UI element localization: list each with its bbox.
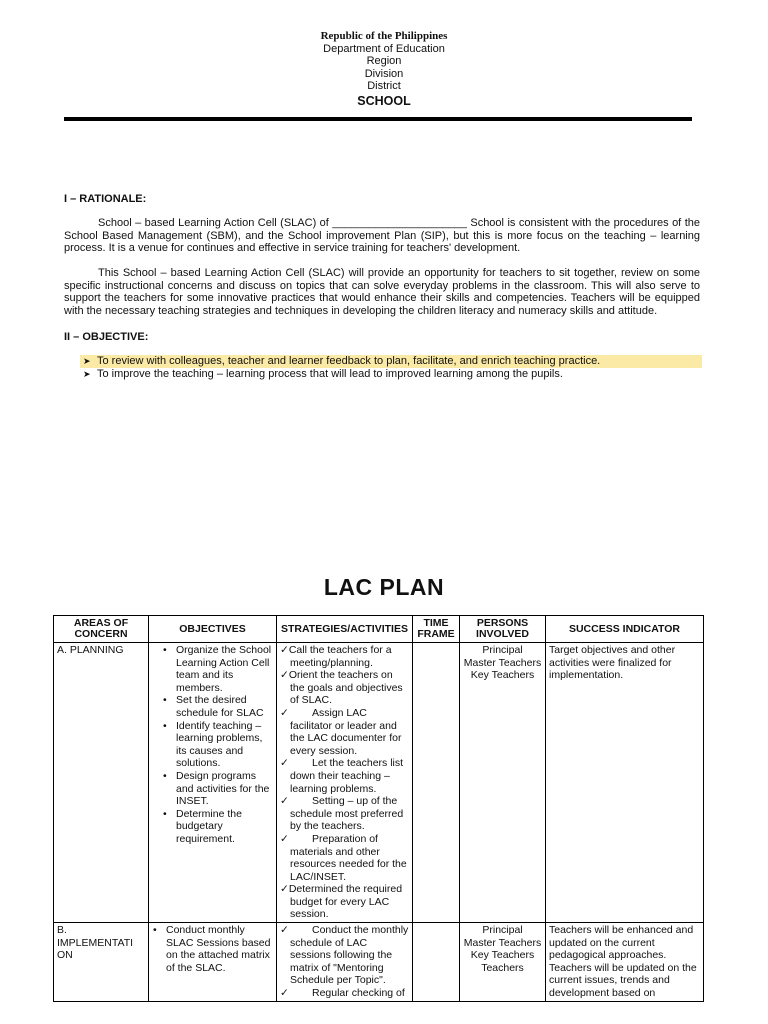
objectives-cell — [149, 923, 277, 1002]
list-item: • Determine the budgetary requirement. — [176, 808, 273, 846]
rationale-p2-text: This School – based Learning Action Cell (SLAC) will provide an opportunity for teachers to sit together, review on some specific instructional concerns and discuss on topics that can solve everyday problems in the classroom. This will also serve to support the teachers for some innovative practices that would enhance their skills and competencies. Teachers will be equipped with the necessary teaching strategies and techniques in developing the children literacy and numeracy skills and attitude. — [64, 267, 700, 317]
person-entry: Master Teachers — [463, 936, 542, 949]
person-entry: Teachers — [481, 961, 524, 974]
table-row — [54, 643, 704, 923]
list-item: ✓Call the teachers for a meeting/planning. — [280, 644, 392, 669]
list-item: ✓Determined the required budget for every LAC session. — [280, 883, 403, 921]
objective-item-1 — [80, 355, 702, 368]
strategies-cell — [277, 643, 413, 923]
check-icon: ✓ — [280, 883, 289, 896]
check-icon: ✓ — [280, 987, 289, 1000]
objective-item-text: To improve the teaching – learning process that will lead to improved learning among the pupils. — [97, 368, 563, 380]
list-item: ✓ Let the teachers list down their teaching – learning problems. — [280, 757, 404, 795]
letterhead — [0, 30, 768, 107]
list-item: • Identify teaching – learning problems, its causes and solutions. — [176, 720, 273, 770]
objective-heading: II – OBJECTIVE: — [64, 331, 149, 343]
rationale-paragraph-1 — [64, 217, 700, 255]
check-icon: ✓ — [280, 832, 289, 845]
table-row — [54, 923, 704, 1002]
school-line: SCHOOL — [357, 93, 411, 108]
list-item: ✓ Assign LAC facilitator or leader and the LAC documenter for every session. — [280, 706, 402, 757]
persons-cell — [460, 643, 546, 923]
person-entry: Key Teachers — [470, 949, 535, 962]
check-icon: ✓ — [280, 669, 289, 682]
objective-item-2 — [80, 368, 702, 381]
list-item: ✓ Regular checking of — [280, 987, 405, 1000]
header-time-frame: TIME FRAME — [413, 616, 460, 643]
list-item: ✓ Setting – up of the schedule most preferred by the teachers. — [280, 795, 404, 833]
check-icon: ✓ — [280, 924, 289, 937]
rationale-heading: I – RATIONALE: — [64, 193, 147, 205]
check-icon: ✓ — [280, 795, 289, 808]
person-entry: Principal — [482, 644, 523, 656]
time-frame-cell — [413, 643, 460, 923]
header-areas: AREAS OF CONCERN — [54, 616, 149, 643]
check-icon: ✓ — [280, 706, 289, 719]
list-item: • Set the desired schedule for SLAC — [176, 694, 273, 719]
lac-plan-title: LAC PLAN — [323, 574, 445, 600]
check-icon: ✓ — [280, 757, 289, 770]
department-line: Department of Education — [323, 42, 445, 55]
header-strategies: STRATEGIES/ACTIVITIES — [277, 616, 413, 643]
region-line: Region — [366, 55, 402, 67]
list-item: ✓Orient the teachers on the goals and objectives of SLAC. — [280, 669, 403, 707]
success-cell: Target objectives and other activities were finalized for implementation. — [546, 643, 704, 923]
header-rule — [64, 117, 692, 121]
lac-plan-table — [53, 615, 704, 1002]
person-entry: Master Teachers — [463, 656, 542, 669]
list-item: • Design programs and activities for the INSET. — [176, 770, 273, 808]
header-persons: PERSONS INVOLVED — [460, 616, 546, 643]
arrow-bullet-icon: ➤ — [83, 369, 91, 379]
list-item: ✓ Conduct the monthly schedule of LAC sessions following the matrix of "Mentoring Schedule per Topic". — [280, 924, 409, 987]
rationale-paragraph-2 — [64, 267, 700, 317]
list-item: • Organize the School Learning Action Cell team and its members. — [176, 644, 273, 694]
rationale-p1-text: School – based Learning Action Cell (SLAC) of ______________________ School is consistent with the procedures of the School Based Management (SBM), and the School improvement Plan (SIP), but this is more focus on the teaching – learning process. It is a venue for continues and effective in service training for teachers' development. — [64, 217, 700, 255]
republic-line: Republic of the Philippines — [320, 30, 448, 42]
list-item: ✓ Preparation of materials and other resources needed for the LAC/INSET. — [280, 832, 407, 883]
header-success: SUCCESS INDICATOR — [546, 616, 704, 643]
person-entry: Principal — [482, 924, 523, 937]
list-item: • Conduct monthly SLAC Sessions based on the attached matrix of the SLAC. — [166, 924, 273, 974]
area-cell: B. IMPLEMENTATI ON — [54, 923, 149, 1002]
check-icon: ✓ — [280, 644, 289, 656]
persons-cell — [460, 923, 546, 1002]
arrow-bullet-icon: ➤ — [83, 356, 91, 366]
header-objectives: OBJECTIVES — [149, 616, 277, 643]
objectives-cell — [149, 643, 277, 923]
division-line: Division — [364, 67, 404, 80]
success-cell: Teachers will be enhanced and updated on the current pedagogical approaches. Teachers will be updated on the current issues, trends and development based on — [546, 923, 704, 1002]
person-entry: Key Teachers — [470, 669, 535, 682]
table-header-row — [54, 616, 704, 643]
area-cell: A. PLANNING — [54, 643, 149, 923]
objective-item-text: To review with colleagues, teacher and learner feedback to plan, facilitate, and enrich teaching practice. — [97, 355, 601, 367]
district-line: District — [367, 80, 401, 92]
time-frame-cell — [413, 923, 460, 1002]
strategies-cell — [277, 923, 413, 1002]
